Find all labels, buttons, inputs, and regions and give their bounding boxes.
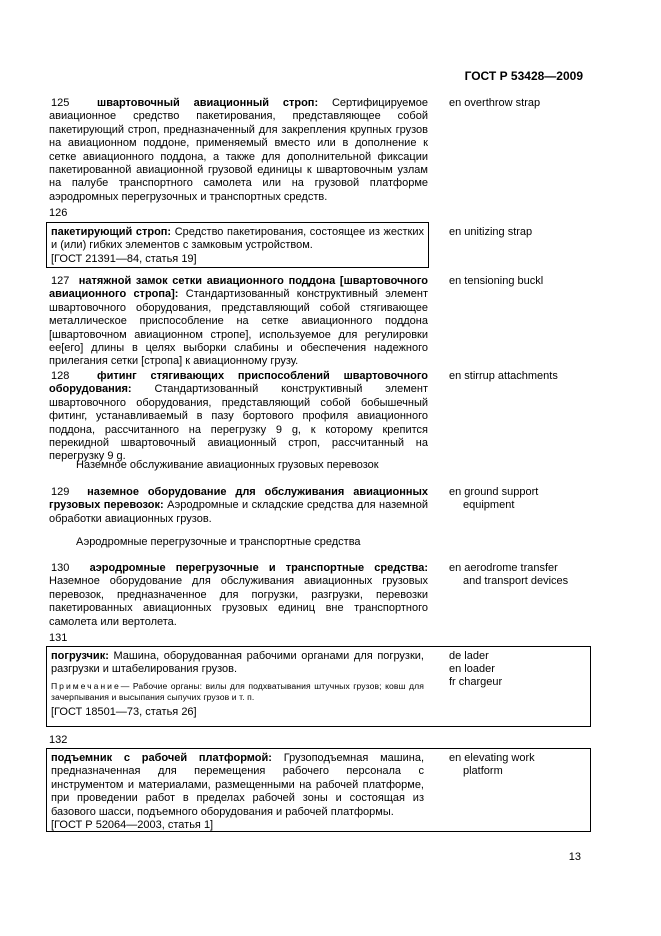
term-number: 129 (51, 486, 70, 498)
term-126-translation (449, 226, 532, 239)
term-definition: Стандартизованный конструктивный элемент швартовочного оборудования, представляющий собой бобышечный фитинг, устанавливаемый в пазу бортового профиля авиационного поддона, рассчитанного на перегрузку 9 g, к которому крепится перекидной швартовочный авиационный строп, рассчитанный на перегрузку 9 g. (49, 383, 428, 463)
term-definition: Сертифицируемое авиационное средство пакетирования, представляющее собой пакетирующий строп, предназначенный для закрепления крупных грузов на авиационном поддоне, применяемый вместо или в дополнение к сетке авиационного поддона, а также для дополнительной фиксации пакетированной авиационной грузовой единицы к швартовочным узлам на палубе транспортного самолета или на грузовой платформе аэродромных перегрузочных и транспортных средств. (49, 97, 428, 203)
term-131-translation (449, 650, 502, 689)
translation-fr: fr chargeur (449, 676, 503, 688)
term-name: швартовочный авиационный строп: (97, 97, 319, 109)
term-definition: Машина, оборудованная рабочими органами для погрузки, разгрузки и штабелирования грузов. (51, 650, 424, 676)
term-name: наземное оборудование для обслуживания авиационных грузовых перевозок: (49, 486, 428, 512)
term-125-translation (449, 97, 540, 110)
term-definition: Наземное оборудование для обслуживания авиационных грузовых перевозок, предназначенное для погрузки, разгрузки, перевозки пакетированных авиационных грузовых единиц вне транспортного самолета или вертолета. (49, 575, 428, 628)
term-127-translation (449, 275, 543, 288)
section-heading: Аэродромные перегрузочные и транспортные средства (76, 536, 361, 548)
note-label: Примечание (51, 680, 121, 691)
term-132-number: 132 (49, 734, 68, 746)
term-name: натяжной замок сетки авиационного поддона [швартовочного авиационного стропа]: (49, 275, 428, 301)
term-128-translation (449, 370, 558, 383)
term-number: 127 (51, 275, 70, 287)
term-reference: [ГОСТ Р 52064—2003, статья 1] (51, 819, 214, 832)
term-definition: Средство пакетирования, состоящее из жестких и (или) гибких элементов с замковым устройством. (51, 226, 424, 252)
term-127 (49, 275, 428, 369)
translation-en: en ground support (449, 486, 539, 498)
term-name: аэродромные перегрузочные и транспортные средства: (89, 562, 428, 574)
term-131-number: 131 (49, 632, 68, 644)
note-text: — Рабочие органы: вилы для подхватывания штучных грузов; ковш для зачерпывания и высыпания сыпучих грузов и т. п. (51, 680, 424, 702)
term-name: подъемник с рабочей платформой: (51, 752, 272, 764)
translation-en: en overthrow strap (449, 97, 541, 109)
term-126-number: 126 (49, 207, 68, 219)
term-definition: Аэродромные и складские средства для наземной обработки авиационных грузов. (49, 499, 429, 525)
page-number: 13 (568, 851, 581, 863)
term-definition: Грузоподъемная машина, предназначенная для перемещения рабочего персонала с инструментом и материалами, размещенными на рабочей платформе, при проведении работ в пределах рабочей зоны и состоящая из базового шасси, подъемного оборудования и рабочей платформы. (51, 752, 424, 818)
term-126-box (46, 222, 429, 268)
term-128 (49, 370, 428, 464)
translation-en-cont: equipment (463, 499, 515, 511)
term-name: пакетирующий строп: (51, 226, 172, 238)
translation-de: de lader (449, 650, 489, 662)
translation-en: en tensioning buckl (449, 275, 544, 287)
translation-en-cont: and transport devices (463, 575, 569, 587)
term-130-translation (449, 562, 568, 588)
term-number: 130 (51, 562, 70, 574)
term-131-box (46, 646, 591, 727)
term-132-translation (449, 752, 535, 778)
translation-en-cont: platform (463, 765, 503, 777)
term-130 (49, 562, 428, 629)
section-heading: Наземное обслуживание авиационных грузовых перевозок (76, 459, 379, 471)
term-125 (49, 97, 428, 204)
document-header: ГОСТ Р 53428—2009 (464, 69, 583, 83)
term-129 (49, 486, 428, 526)
term-number: 128 (51, 370, 70, 382)
translation-en: en loader (449, 663, 495, 675)
term-name: фитинг стягивающих приспособлений швартовочного оборудования: (49, 370, 428, 396)
term-name: погрузчик: (51, 650, 109, 662)
term-reference: [ГОСТ 21391—84, статья 19] (51, 252, 197, 265)
translation-en: en aerodrome transfer (449, 562, 558, 574)
term-note (51, 681, 424, 703)
term-129-translation (449, 486, 538, 512)
translation-en: en stirrup attachments (449, 370, 558, 382)
term-definition: Стандартизованный конструктивный элемент швартовочного оборудования, представляющий собой стягивающее металлическое приспособление на сетке авиационного поддона [швартовочном авиационном стропе], используемое для регулировки ее[его] длины в целях выборки слабины и обеспечения надежного прилегания сетки [стропа] к авиационному грузу. (49, 288, 428, 368)
translation-en: en elevating work (449, 752, 535, 764)
translation-en: en unitizing strap (449, 226, 533, 238)
term-number: 125 (51, 97, 70, 109)
term-reference: [ГОСТ 18501—73, статья 26] (51, 705, 197, 718)
